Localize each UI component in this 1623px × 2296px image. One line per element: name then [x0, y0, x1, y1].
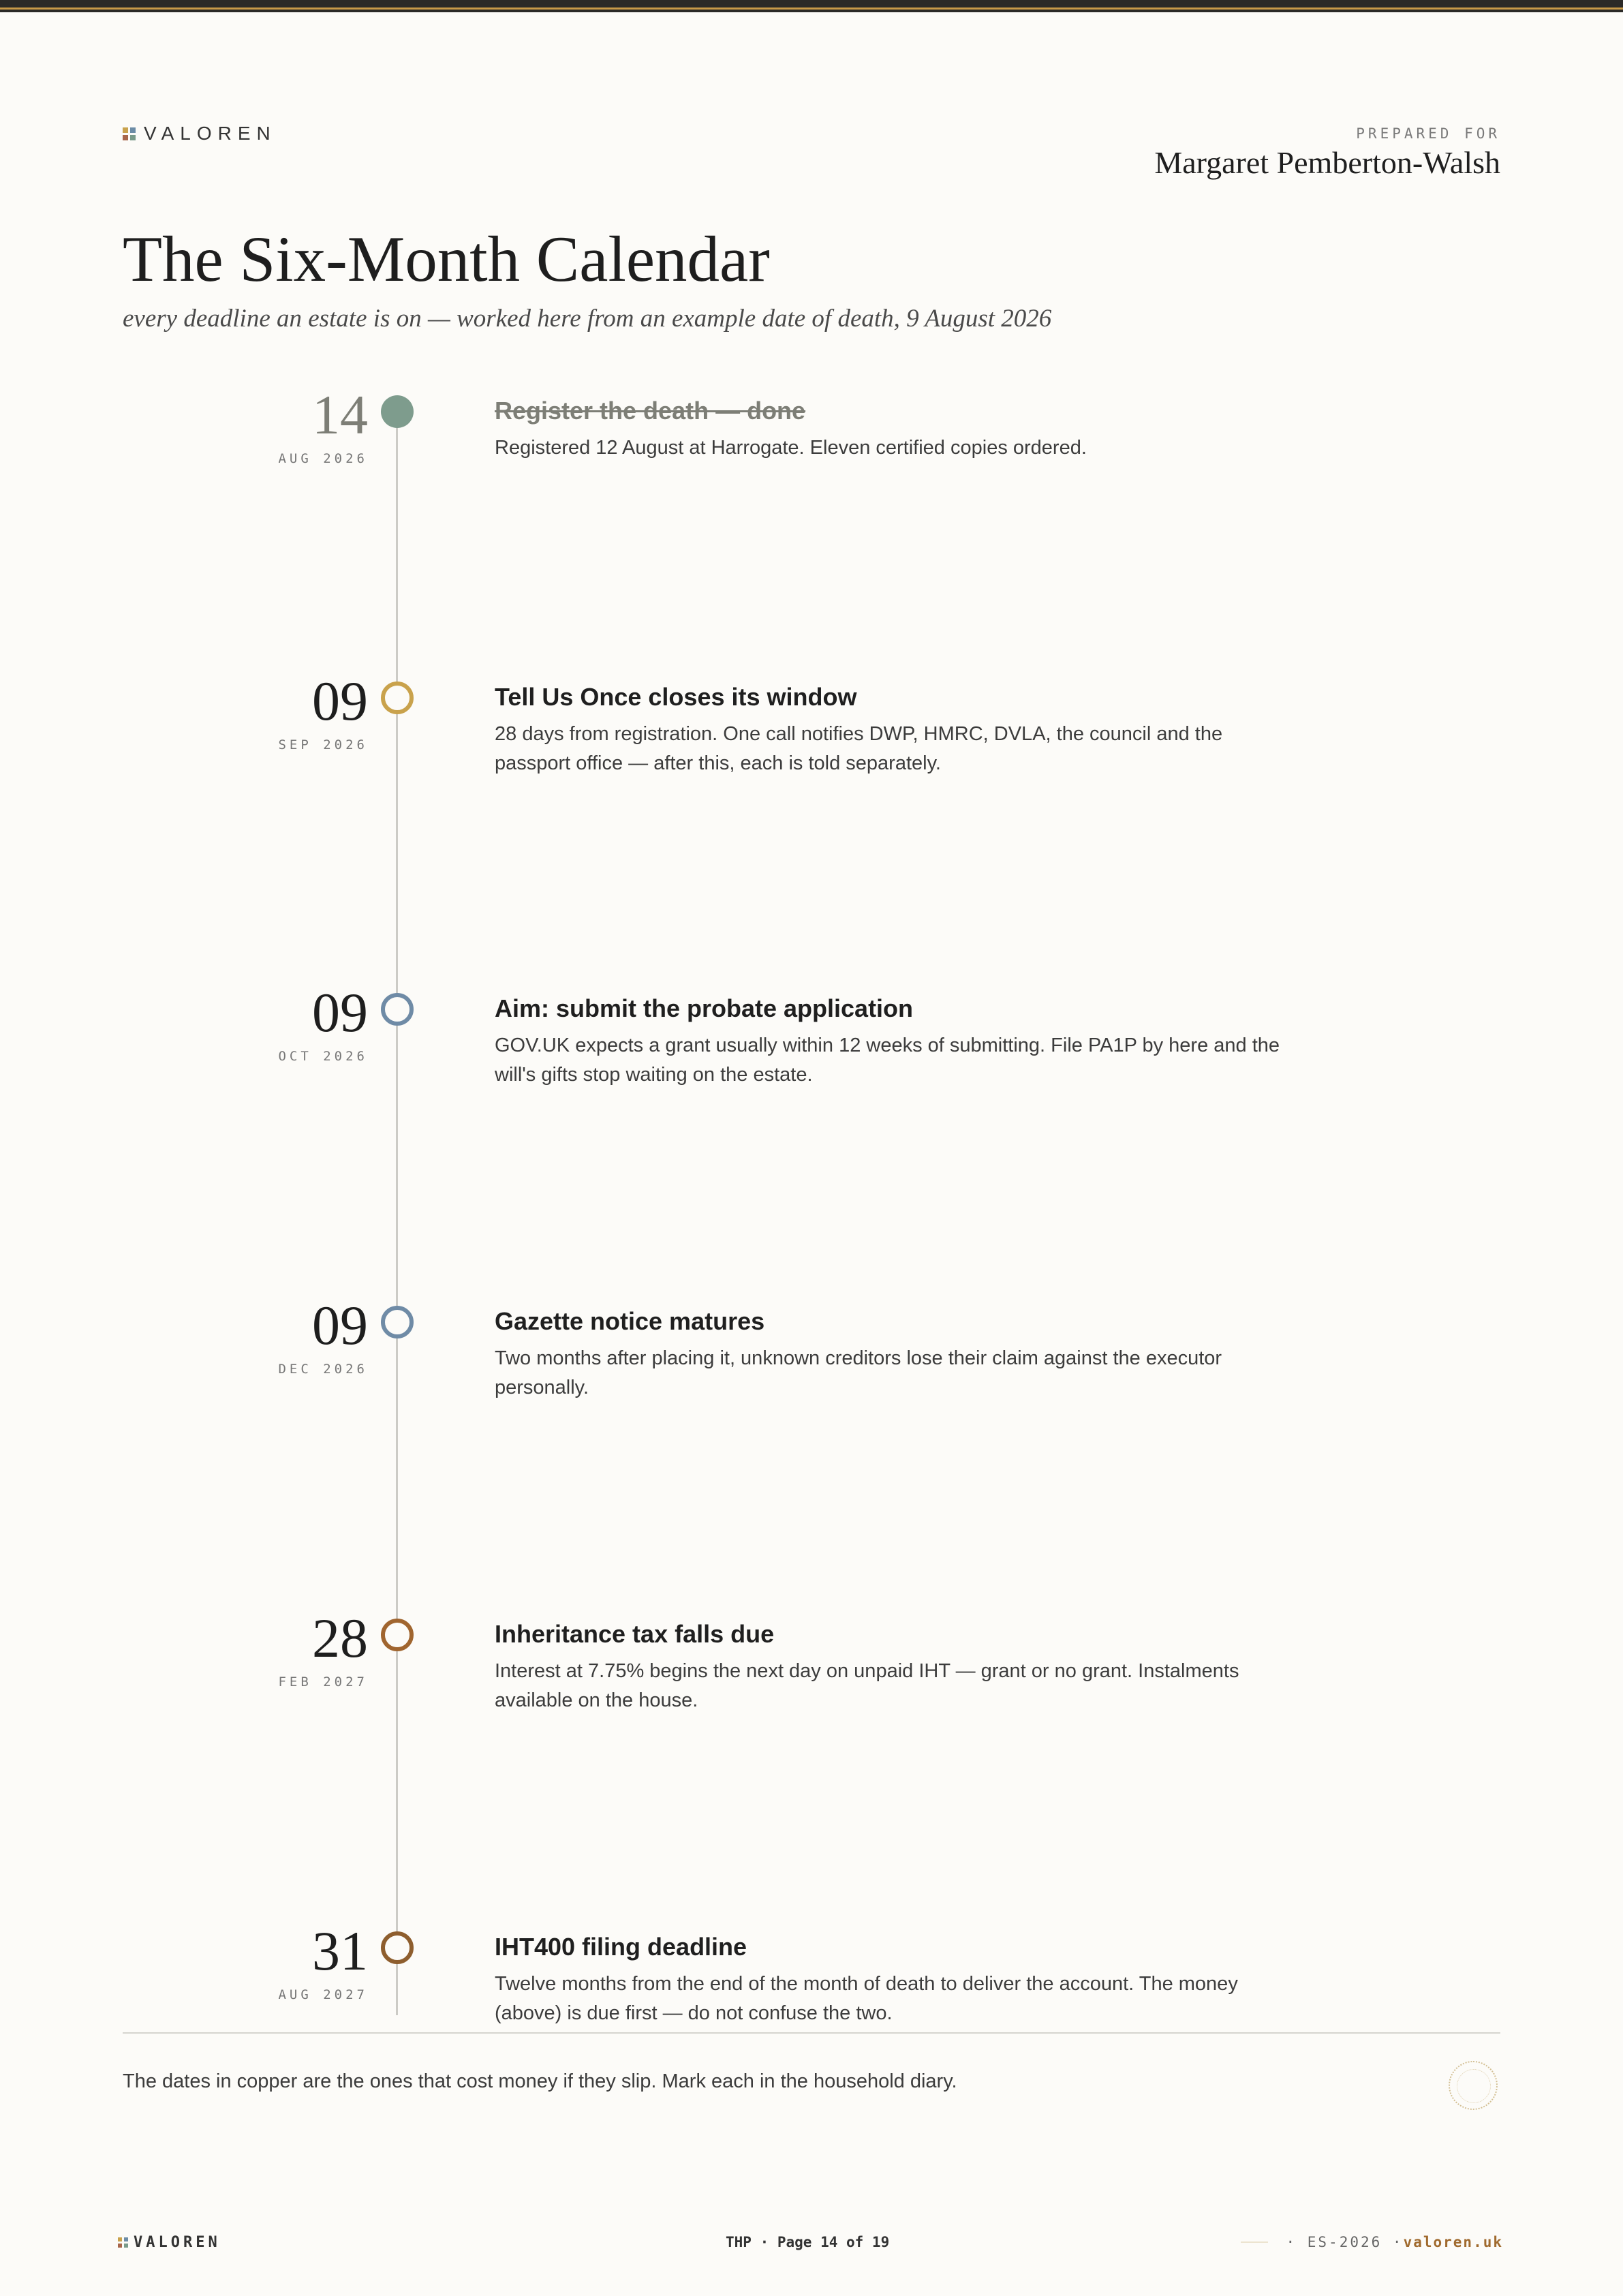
event-description: Registered 12 August at Harrogate. Eleven certified copies ordered. — [495, 437, 1087, 459]
event-title: IHT400 filing deadline — [495, 1933, 747, 1961]
event-month: AUG 2026 — [278, 451, 368, 466]
footer-rule — [1241, 2241, 1268, 2243]
timeline-event — [0, 981, 1623, 1101]
timeline-event — [0, 1294, 1623, 1413]
event-day: 09 — [312, 670, 368, 732]
page-number: THP · Page 14 of 19 — [726, 2234, 890, 2250]
event-description: Two months after placing it, unknown creditors lose their claim against the executor personally. — [495, 1347, 1222, 1398]
event-day: 09 — [312, 981, 368, 1043]
event-day: 14 — [312, 384, 368, 446]
footer-reference — [1241, 2234, 1503, 2250]
event-month: FEB 2027 — [278, 1674, 368, 1689]
event-month: SEP 2026 — [278, 737, 368, 752]
event-marker-icon — [381, 682, 414, 714]
document-ref: · ES-2026 · — [1286, 2234, 1404, 2250]
timeline-event — [0, 1607, 1623, 1726]
event-title: Tell Us Once closes its window — [495, 683, 857, 711]
event-month: DEC 2026 — [278, 1362, 368, 1377]
event-description: Twelve months from the end of the month of death to deliver the account. The money (above) is due first — do not confuse the two. — [495, 1973, 1238, 2024]
event-description: 28 days from registration. One call notifies DWP, HMRC, DVLA, the council and the passport office — after this, each is told separately. — [495, 723, 1223, 774]
event-day: 31 — [312, 1920, 368, 1982]
seal-stamp-icon — [1449, 2061, 1498, 2110]
event-title: Register the death — done — [495, 397, 806, 425]
footer-brand-logo — [118, 2234, 221, 2251]
logo-mark-icon — [118, 2237, 128, 2248]
event-description: Interest at 7.75% begins the next day on unpaid IHT — grant or no grant. Instalments available on the house. — [495, 1660, 1239, 1711]
timeline-spine — [396, 412, 398, 2015]
event-done-marker-icon — [381, 395, 414, 428]
event-marker-icon — [381, 993, 414, 1026]
event-day: 09 — [312, 1294, 368, 1356]
page-title: The Six-Month Calendar — [123, 223, 770, 295]
event-title: Aim: submit the probate application — [495, 994, 914, 1022]
client-name: Margaret Pemberton-Walsh — [1154, 145, 1500, 180]
event-marker-icon — [381, 1306, 414, 1338]
event-month: AUG 2027 — [278, 1987, 368, 2002]
event-title: Gazette notice matures — [495, 1307, 765, 1335]
event-description: GOV.UK expects a grant usually within 12 weeks of submitting. File PA1P by here and the will's gifts stop waiting on the estate. — [495, 1035, 1280, 1086]
prepared-for-label: PREPARED FOR — [1356, 125, 1500, 142]
brand-wordmark: VALOREN — [144, 123, 277, 144]
event-month: OCT 2026 — [278, 1049, 368, 1064]
timeline-event — [0, 670, 1623, 789]
timeline-event — [0, 384, 1623, 503]
event-title: Inheritance tax falls due — [495, 1620, 775, 1648]
divider — [123, 2032, 1500, 2034]
footer-wordmark: VALOREN — [134, 2234, 221, 2251]
event-marker-icon — [381, 1619, 414, 1651]
page-subtitle: every deadline an estate is on — worked here from an example date of death, 9 August 2026 — [123, 305, 1052, 333]
timeline-event — [0, 1920, 1623, 2039]
event-day: 28 — [312, 1607, 368, 1669]
website-link[interactable]: valoren.uk — [1403, 2234, 1503, 2250]
footnote: The dates in copper are the ones that cost money if they slip. Mark each in the household diary. — [123, 2070, 957, 2092]
event-marker-icon — [381, 1931, 414, 1964]
